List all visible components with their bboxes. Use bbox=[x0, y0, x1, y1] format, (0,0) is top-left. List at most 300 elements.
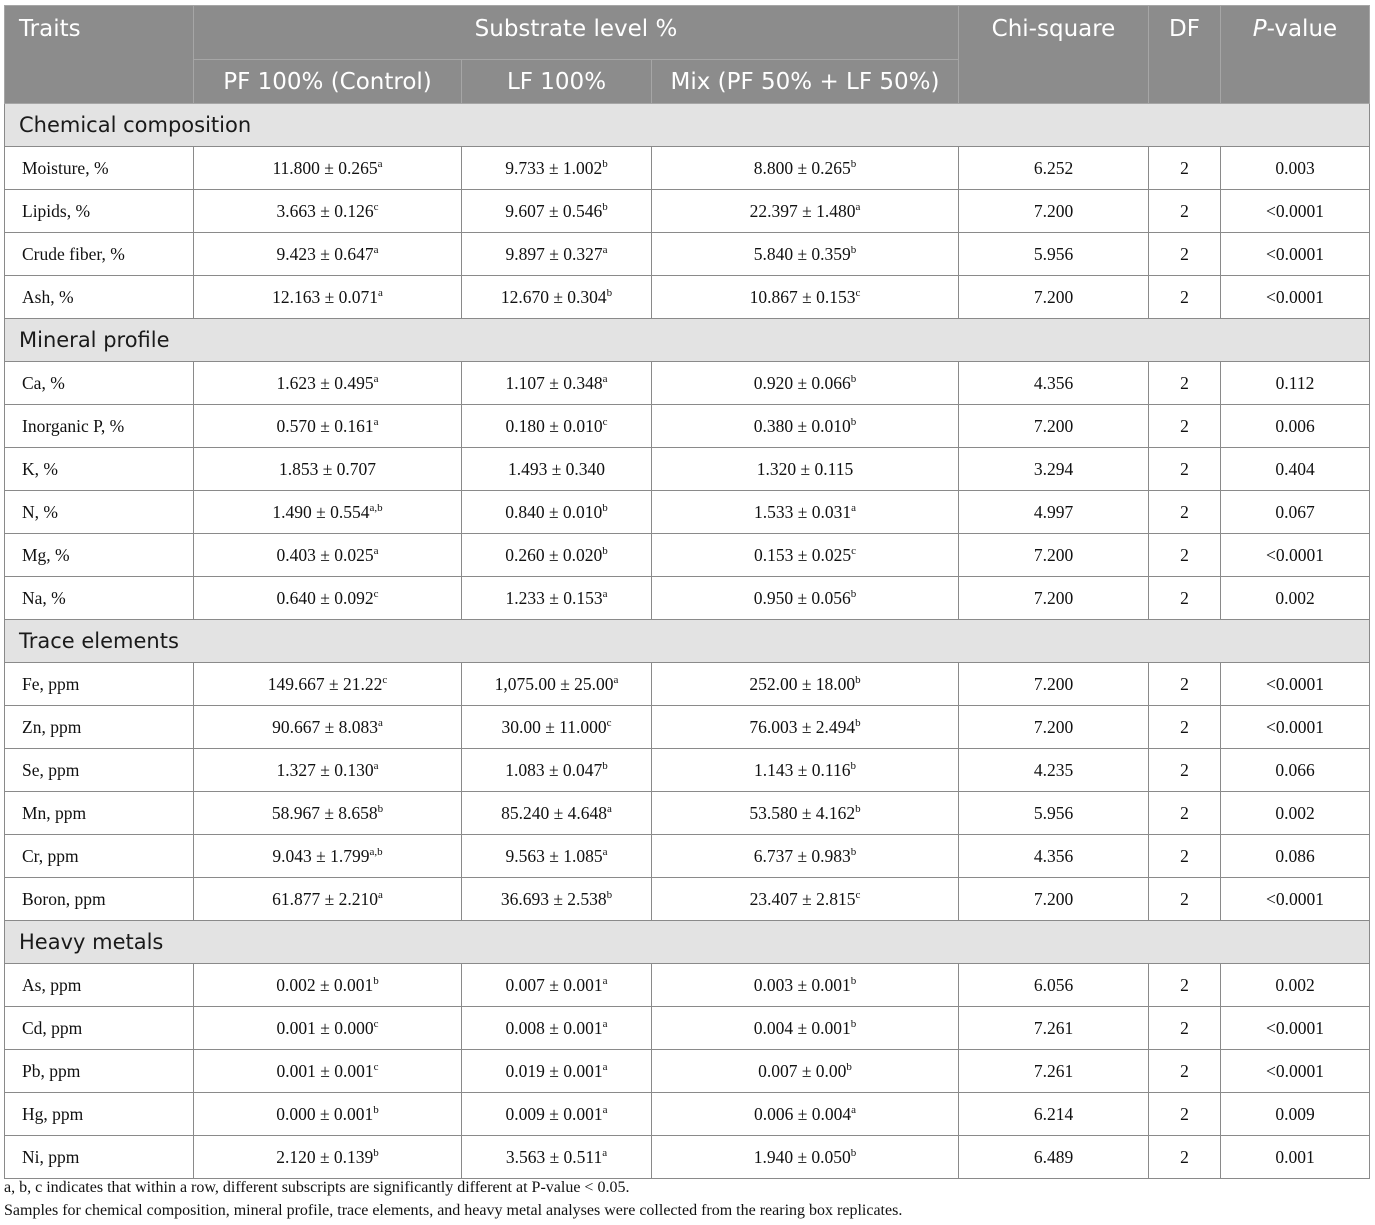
mean-sd: 1.107 ± 0.348 bbox=[505, 372, 603, 393]
significance-letter: c bbox=[851, 544, 856, 557]
table-row bbox=[5, 835, 1370, 878]
significance-letter: b bbox=[606, 888, 613, 901]
header-chi-square: Chi-square bbox=[959, 6, 1149, 104]
chi-square-value: 5.956 bbox=[959, 233, 1149, 276]
value-mix bbox=[652, 577, 959, 620]
chi-square-value: 5.956 bbox=[959, 792, 1149, 835]
df-value: 2 bbox=[1149, 233, 1221, 276]
mean-sd: 0.840 ± 0.010 bbox=[505, 501, 603, 522]
mean-sd: 252.00 ± 18.00 bbox=[749, 673, 856, 694]
mean-sd: 0.403 ± 0.025 bbox=[276, 544, 374, 565]
section-title: Chemical composition bbox=[5, 104, 1370, 147]
table-row bbox=[5, 1093, 1370, 1136]
value-mix bbox=[652, 835, 959, 878]
value-mix bbox=[652, 233, 959, 276]
value-lf bbox=[462, 964, 652, 1007]
value-lf bbox=[462, 491, 652, 534]
value-lf bbox=[462, 749, 652, 792]
mean-sd: 0.008 ± 0.001 bbox=[505, 1017, 603, 1038]
significance-letter: b bbox=[373, 1103, 379, 1116]
trait-label: Boron, ppm bbox=[5, 878, 194, 921]
df-value: 2 bbox=[1149, 1050, 1221, 1093]
mean-sd: 0.000 ± 0.001 bbox=[276, 1103, 374, 1124]
table-row bbox=[5, 1007, 1370, 1050]
mean-sd: 0.002 ± 0.001 bbox=[276, 974, 374, 995]
chi-square-value: 7.200 bbox=[959, 276, 1149, 319]
df-value: 2 bbox=[1149, 147, 1221, 190]
chi-square-value: 7.200 bbox=[959, 663, 1149, 706]
significance-letter: b bbox=[850, 157, 857, 170]
mean-sd: 8.800 ± 0.265 bbox=[753, 157, 851, 178]
significance-letter: b bbox=[850, 1146, 857, 1159]
significance-letter: b bbox=[850, 243, 857, 256]
value-mix bbox=[652, 1050, 959, 1093]
significance-letter: b bbox=[377, 802, 384, 815]
value-pf-control bbox=[194, 964, 462, 1007]
df-value: 2 bbox=[1149, 405, 1221, 448]
p-value: 0.001 bbox=[1221, 1136, 1370, 1179]
mean-sd: 0.920 ± 0.066 bbox=[753, 372, 851, 393]
mean-sd: 1.853 ± 0.707 bbox=[278, 458, 377, 479]
value-lf bbox=[462, 233, 652, 276]
value-pf-control bbox=[194, 1050, 462, 1093]
value-pf-control bbox=[194, 276, 462, 319]
chi-square-value: 6.489 bbox=[959, 1136, 1149, 1179]
section-row bbox=[5, 620, 1370, 663]
mean-sd: 0.019 ± 0.001 bbox=[505, 1060, 603, 1081]
trait-label: Mn, ppm bbox=[5, 792, 194, 835]
value-mix bbox=[652, 1007, 959, 1050]
value-mix bbox=[652, 405, 959, 448]
significance-letter: b bbox=[602, 759, 608, 772]
chi-square-value: 4.997 bbox=[959, 491, 1149, 534]
mean-sd: 61.877 ± 2.210 bbox=[272, 888, 378, 909]
p-value: <0.0001 bbox=[1221, 534, 1370, 577]
value-mix bbox=[652, 964, 959, 1007]
mean-sd: 22.397 ± 1.480 bbox=[749, 200, 856, 221]
mean-sd: 85.240 ± 4.648 bbox=[501, 802, 607, 823]
mean-sd: 1,075.00 ± 25.00 bbox=[494, 673, 614, 694]
chi-square-value: 6.252 bbox=[959, 147, 1149, 190]
significance-letter: b bbox=[850, 372, 857, 385]
significance-letter: a bbox=[373, 544, 379, 557]
value-mix bbox=[652, 706, 959, 749]
value-pf-control bbox=[194, 1093, 462, 1136]
df-value: 2 bbox=[1149, 749, 1221, 792]
value-mix bbox=[652, 147, 959, 190]
mean-sd: 1.940 ± 0.050 bbox=[753, 1146, 851, 1167]
value-pf-control bbox=[194, 835, 462, 878]
mean-sd: 9.897 ± 0.327 bbox=[505, 243, 603, 264]
p-value: 0.002 bbox=[1221, 964, 1370, 1007]
significance-letter: b bbox=[373, 974, 379, 987]
df-value: 2 bbox=[1149, 1007, 1221, 1050]
value-lf bbox=[462, 362, 652, 405]
value-pf-control bbox=[194, 1007, 462, 1050]
mean-sd: 0.007 ± 0.00 bbox=[758, 1060, 847, 1081]
value-lf bbox=[462, 878, 652, 921]
value-mix bbox=[652, 749, 959, 792]
significance-letter: a bbox=[602, 845, 608, 858]
mean-sd: 1.143 ± 0.116 bbox=[754, 759, 851, 780]
df-value: 2 bbox=[1149, 534, 1221, 577]
value-lf bbox=[462, 577, 652, 620]
p-value: 0.009 bbox=[1221, 1093, 1370, 1136]
mean-sd: 0.001 ± 0.001 bbox=[276, 1060, 374, 1081]
mean-sd: 10.867 ± 0.153 bbox=[749, 286, 856, 307]
significance-letter: b bbox=[850, 587, 857, 600]
trait-label: Cd, ppm bbox=[5, 1007, 194, 1050]
df-value: 2 bbox=[1149, 276, 1221, 319]
mean-sd: 0.380 ± 0.010 bbox=[753, 415, 851, 436]
mean-sd: 5.840 ± 0.359 bbox=[753, 243, 851, 264]
mean-sd: 90.667 ± 8.083 bbox=[272, 716, 378, 737]
significance-letter: b bbox=[602, 501, 608, 514]
mean-sd: 0.003 ± 0.001 bbox=[753, 974, 851, 995]
table-row bbox=[5, 1136, 1370, 1179]
footnote-significance: a, b, c indicates that within a row, different subscripts are significantly different at P-value < 0.05. bbox=[4, 1179, 630, 1196]
mean-sd: 36.693 ± 2.538 bbox=[500, 888, 607, 909]
p-value: 0.067 bbox=[1221, 491, 1370, 534]
p-value: 0.404 bbox=[1221, 448, 1370, 491]
section-title: Trace elements bbox=[5, 620, 1370, 663]
significance-letter: a bbox=[377, 286, 383, 299]
mean-sd: 0.006 ± 0.004 bbox=[754, 1103, 852, 1124]
mean-sd: 30.00 ± 11.000 bbox=[501, 716, 607, 737]
value-pf-control bbox=[194, 749, 462, 792]
mean-sd: 0.001 ± 0.000 bbox=[276, 1017, 374, 1038]
significance-letter: a bbox=[373, 415, 379, 428]
mean-sd: 1.327 ± 0.130 bbox=[276, 759, 374, 780]
mean-sd: 58.967 ± 8.658 bbox=[271, 802, 378, 823]
table-row bbox=[5, 405, 1370, 448]
significance-letter: a bbox=[851, 501, 856, 514]
trait-label: Fe, ppm bbox=[5, 663, 194, 706]
trait-label: Crude fiber, % bbox=[5, 233, 194, 276]
value-mix bbox=[652, 362, 959, 405]
df-value: 2 bbox=[1149, 491, 1221, 534]
df-value: 2 bbox=[1149, 663, 1221, 706]
mean-sd: 0.009 ± 0.001 bbox=[505, 1103, 603, 1124]
mean-sd: 0.570 ± 0.161 bbox=[276, 415, 374, 436]
df-value: 2 bbox=[1149, 448, 1221, 491]
significance-letter: b bbox=[850, 759, 856, 772]
trait-label: Inorganic P, % bbox=[5, 405, 194, 448]
value-pf-control bbox=[194, 491, 462, 534]
significance-letter: c bbox=[373, 200, 379, 213]
df-value: 2 bbox=[1149, 1093, 1221, 1136]
mean-sd: 23.407 ± 2.815 bbox=[749, 888, 856, 909]
significance-letter: a bbox=[602, 1060, 608, 1073]
trait-label: Ash, % bbox=[5, 276, 194, 319]
p-value: 0.002 bbox=[1221, 577, 1370, 620]
significance-letter: a bbox=[602, 587, 608, 600]
mean-sd: 6.737 ± 0.983 bbox=[753, 845, 851, 866]
significance-letter: a bbox=[602, 974, 608, 987]
trait-label: Mg, % bbox=[5, 534, 194, 577]
chi-square-value: 7.200 bbox=[959, 534, 1149, 577]
significance-letter: a bbox=[606, 802, 612, 815]
mean-sd: 76.003 ± 2.494 bbox=[749, 716, 856, 737]
df-value: 2 bbox=[1149, 792, 1221, 835]
section-row bbox=[5, 104, 1370, 147]
mean-sd: 0.950 ± 0.056 bbox=[753, 587, 851, 608]
mean-sd: 12.163 ± 0.071 bbox=[272, 286, 378, 307]
mean-sd: 1.233 ± 0.153 bbox=[505, 587, 603, 608]
significance-letter: a bbox=[851, 1103, 856, 1116]
significance-letter: a bbox=[373, 243, 379, 256]
significance-letter: a bbox=[377, 716, 383, 729]
trait-label: Ca, % bbox=[5, 362, 194, 405]
section-title: Mineral profile bbox=[5, 319, 1370, 362]
significance-letter: c bbox=[855, 286, 861, 299]
trait-label: Zn, ppm bbox=[5, 706, 194, 749]
significance-letter: b bbox=[855, 673, 861, 686]
mean-sd: 9.733 ± 1.002 bbox=[505, 157, 603, 178]
p-value: <0.0001 bbox=[1221, 190, 1370, 233]
significance-letter: a bbox=[377, 888, 383, 901]
value-lf bbox=[462, 1136, 652, 1179]
table-row bbox=[5, 792, 1370, 835]
mean-sd: 2.120 ± 0.139 bbox=[276, 1146, 374, 1167]
chi-square-value: 7.200 bbox=[959, 878, 1149, 921]
df-value: 2 bbox=[1149, 190, 1221, 233]
value-lf bbox=[462, 706, 652, 749]
value-mix bbox=[652, 1136, 959, 1179]
significance-letter: a bbox=[602, 1017, 608, 1030]
df-value: 2 bbox=[1149, 835, 1221, 878]
mean-sd: 0.004 ± 0.001 bbox=[753, 1017, 851, 1038]
df-value: 2 bbox=[1149, 878, 1221, 921]
value-lf bbox=[462, 534, 652, 577]
footnote-samples: Samples for chemical composition, mineral profile, trace elements, and heavy metal analyses were collected from the rearing box replicates. bbox=[4, 1202, 903, 1219]
p-value: 0.066 bbox=[1221, 749, 1370, 792]
value-pf-control bbox=[194, 663, 462, 706]
trait-label: As, ppm bbox=[5, 964, 194, 1007]
value-pf-control bbox=[194, 147, 462, 190]
p-value: <0.0001 bbox=[1221, 878, 1370, 921]
section-row bbox=[5, 921, 1370, 964]
section-title: Heavy metals bbox=[5, 921, 1370, 964]
significance-letter: b bbox=[602, 200, 608, 213]
chi-square-value: 7.200 bbox=[959, 577, 1149, 620]
header-p-value: P-value bbox=[1221, 6, 1370, 104]
significance-letter: b bbox=[606, 286, 613, 299]
value-pf-control bbox=[194, 448, 462, 491]
significance-letter: a bbox=[602, 1146, 608, 1159]
value-pf-control bbox=[194, 878, 462, 921]
df-value: 2 bbox=[1149, 577, 1221, 620]
significance-letter: a bbox=[602, 243, 608, 256]
p-value: <0.0001 bbox=[1221, 1050, 1370, 1093]
value-pf-control bbox=[194, 792, 462, 835]
mean-sd: 3.563 ± 0.511 bbox=[505, 1146, 603, 1167]
value-mix bbox=[652, 878, 959, 921]
significance-letter: a,b bbox=[369, 501, 383, 514]
significance-letter: c bbox=[373, 1017, 379, 1030]
trait-label: Na, % bbox=[5, 577, 194, 620]
header-pf-control: PF 100% (Control) bbox=[194, 60, 462, 104]
table-footnotes bbox=[4, 1176, 1369, 1222]
mean-sd: 1.320 ± 0.115 bbox=[756, 458, 854, 479]
significance-letter: b bbox=[602, 544, 608, 557]
chi-square-value: 4.356 bbox=[959, 835, 1149, 878]
p-value: <0.0001 bbox=[1221, 276, 1370, 319]
significance-letter: a,b bbox=[369, 845, 383, 858]
significance-letter: b bbox=[850, 845, 857, 858]
table-row bbox=[5, 233, 1370, 276]
table-row bbox=[5, 577, 1370, 620]
significance-letter: b bbox=[850, 1017, 857, 1030]
header-substrate-level: Substrate level % bbox=[194, 6, 959, 60]
p-value: 0.003 bbox=[1221, 147, 1370, 190]
significance-letter: b bbox=[602, 157, 608, 170]
mean-sd: 0.007 ± 0.001 bbox=[505, 974, 603, 995]
mean-sd: 0.260 ± 0.020 bbox=[505, 544, 603, 565]
significance-letter: c bbox=[855, 888, 861, 901]
value-lf bbox=[462, 792, 652, 835]
significance-letter: c bbox=[373, 1060, 379, 1073]
mean-sd: 1.490 ± 0.554 bbox=[272, 501, 370, 522]
value-pf-control bbox=[194, 1136, 462, 1179]
p-value: <0.0001 bbox=[1221, 233, 1370, 276]
value-pf-control bbox=[194, 534, 462, 577]
mean-sd: 9.563 ± 1.085 bbox=[505, 845, 603, 866]
value-lf bbox=[462, 1007, 652, 1050]
value-lf bbox=[462, 405, 652, 448]
df-value: 2 bbox=[1149, 362, 1221, 405]
chi-square-value: 6.056 bbox=[959, 964, 1149, 1007]
trait-label: Hg, ppm bbox=[5, 1093, 194, 1136]
df-value: 2 bbox=[1149, 706, 1221, 749]
chi-square-value: 7.200 bbox=[959, 706, 1149, 749]
table-row bbox=[5, 276, 1370, 319]
significance-letter: b bbox=[846, 1060, 852, 1073]
df-value: 2 bbox=[1149, 964, 1221, 1007]
significance-letter: b bbox=[850, 974, 857, 987]
table-row bbox=[5, 749, 1370, 792]
table-row bbox=[5, 147, 1370, 190]
significance-letter: b bbox=[373, 1146, 379, 1159]
mean-sd: 11.800 ± 0.265 bbox=[272, 157, 378, 178]
mean-sd: 12.670 ± 0.304 bbox=[500, 286, 607, 307]
value-lf bbox=[462, 190, 652, 233]
trait-label: Cr, ppm bbox=[5, 835, 194, 878]
trait-label: N, % bbox=[5, 491, 194, 534]
mean-sd: 9.043 ± 1.799 bbox=[272, 845, 370, 866]
header-traits: Traits bbox=[5, 6, 194, 104]
table-row bbox=[5, 190, 1370, 233]
value-mix bbox=[652, 448, 959, 491]
value-lf bbox=[462, 1093, 652, 1136]
trait-label: Ni, ppm bbox=[5, 1136, 194, 1179]
value-lf bbox=[462, 276, 652, 319]
table-row bbox=[5, 663, 1370, 706]
chi-square-value: 3.294 bbox=[959, 448, 1149, 491]
significance-letter: c bbox=[606, 716, 612, 729]
chi-square-value: 4.235 bbox=[959, 749, 1149, 792]
significance-letter: a bbox=[373, 759, 379, 772]
value-mix bbox=[652, 276, 959, 319]
value-mix bbox=[652, 491, 959, 534]
table-row bbox=[5, 1050, 1370, 1093]
trait-label: Moisture, % bbox=[5, 147, 194, 190]
mean-sd: 1.623 ± 0.495 bbox=[276, 372, 374, 393]
value-pf-control bbox=[194, 233, 462, 276]
trait-label: K, % bbox=[5, 448, 194, 491]
table-row bbox=[5, 878, 1370, 921]
table-row bbox=[5, 534, 1370, 577]
significance-letter: c bbox=[382, 673, 388, 686]
chi-square-value: 7.200 bbox=[959, 190, 1149, 233]
significance-letter: c bbox=[373, 587, 379, 600]
mean-sd: 1.083 ± 0.047 bbox=[505, 759, 603, 780]
value-pf-control bbox=[194, 190, 462, 233]
mean-sd: 3.663 ± 0.126 bbox=[276, 200, 374, 221]
value-pf-control bbox=[194, 405, 462, 448]
table-row bbox=[5, 964, 1370, 1007]
mean-sd: 9.423 ± 0.647 bbox=[276, 243, 374, 264]
significance-letter: a bbox=[855, 200, 861, 213]
value-lf bbox=[462, 147, 652, 190]
mean-sd: 1.493 ± 0.340 bbox=[507, 458, 606, 479]
table-row bbox=[5, 448, 1370, 491]
p-value: 0.086 bbox=[1221, 835, 1370, 878]
df-value: 2 bbox=[1149, 1136, 1221, 1179]
significance-letter: a bbox=[373, 372, 379, 385]
significance-letter: a bbox=[602, 372, 608, 385]
p-value: 0.112 bbox=[1221, 362, 1370, 405]
header-mix: Mix (PF 50% + LF 50%) bbox=[652, 60, 959, 104]
trait-label: Lipids, % bbox=[5, 190, 194, 233]
value-mix bbox=[652, 190, 959, 233]
header-df: DF bbox=[1149, 6, 1221, 104]
significance-letter: a bbox=[613, 673, 619, 686]
chi-square-value: 7.200 bbox=[959, 405, 1149, 448]
trait-label: Se, ppm bbox=[5, 749, 194, 792]
significance-letter: b bbox=[855, 802, 861, 815]
value-mix bbox=[652, 792, 959, 835]
value-lf bbox=[462, 1050, 652, 1093]
significance-letter: b bbox=[855, 716, 861, 729]
value-mix bbox=[652, 534, 959, 577]
table-body bbox=[5, 104, 1370, 1179]
value-lf bbox=[462, 448, 652, 491]
section-row bbox=[5, 319, 1370, 362]
p-value: <0.0001 bbox=[1221, 706, 1370, 749]
table-row bbox=[5, 362, 1370, 405]
results-table bbox=[4, 5, 1370, 1179]
table-row bbox=[5, 706, 1370, 749]
mean-sd: 0.180 ± 0.010 bbox=[505, 415, 603, 436]
value-lf bbox=[462, 663, 652, 706]
significance-letter: a bbox=[377, 157, 383, 170]
mean-sd: 1.533 ± 0.031 bbox=[754, 501, 852, 522]
significance-letter: a bbox=[602, 1103, 608, 1116]
value-lf bbox=[462, 835, 652, 878]
value-mix bbox=[652, 663, 959, 706]
mean-sd: 0.153 ± 0.025 bbox=[754, 544, 852, 565]
mean-sd: 53.580 ± 4.162 bbox=[749, 802, 856, 823]
p-value: <0.0001 bbox=[1221, 1007, 1370, 1050]
p-value: <0.0001 bbox=[1221, 663, 1370, 706]
header-lf: LF 100% bbox=[462, 60, 652, 104]
chi-square-value: 6.214 bbox=[959, 1093, 1149, 1136]
mean-sd: 149.667 ± 21.22 bbox=[267, 673, 383, 694]
significance-letter: b bbox=[850, 415, 857, 428]
chi-square-value: 4.356 bbox=[959, 362, 1149, 405]
value-pf-control bbox=[194, 706, 462, 749]
